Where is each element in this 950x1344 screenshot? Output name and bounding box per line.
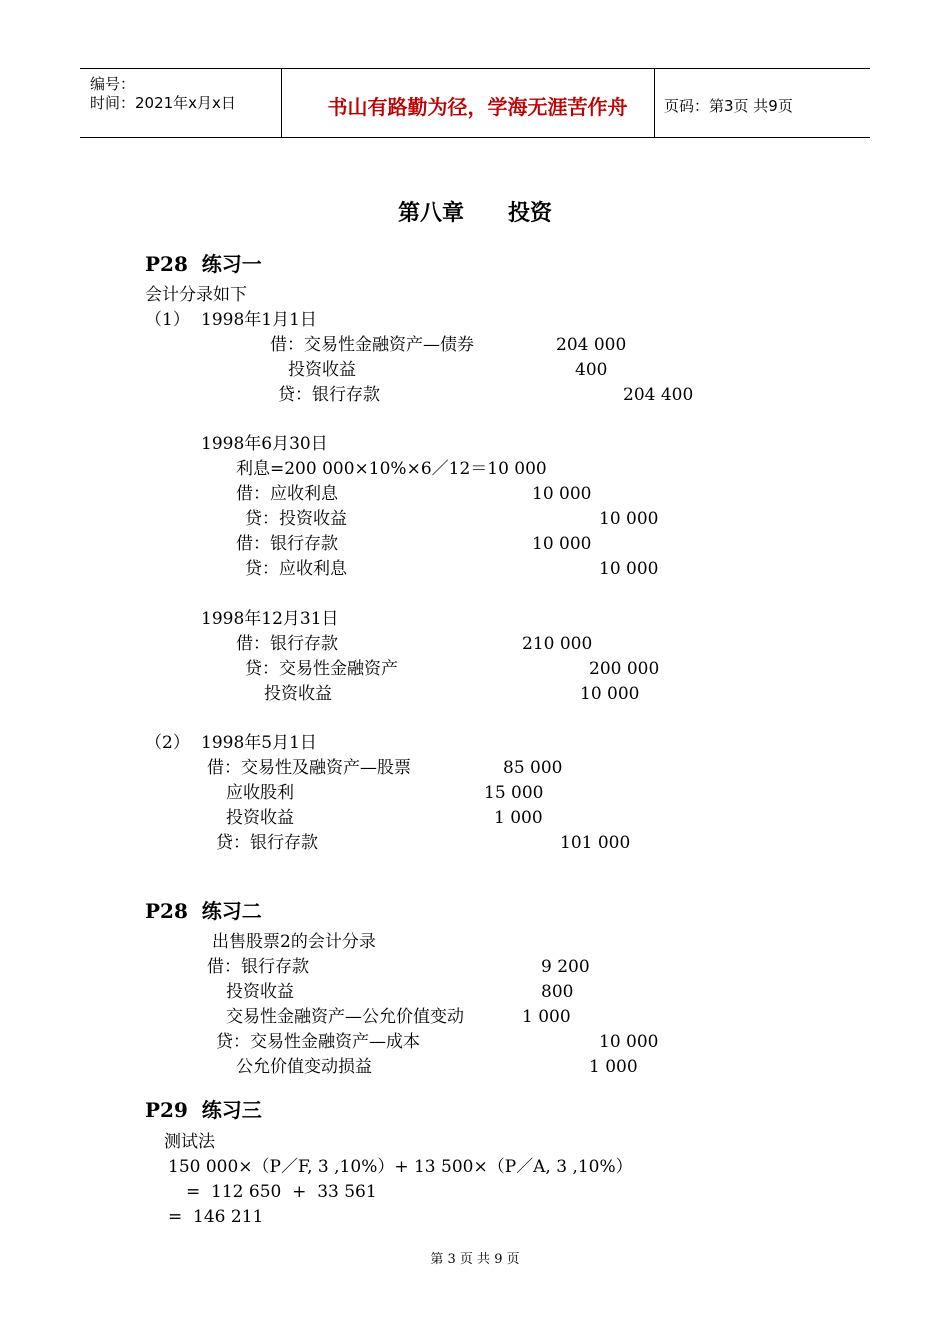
header-motto: 书山有路勤为径，学海无涯苦作舟 — [327, 95, 628, 119]
header-time-label: 时间：2021年x月x日 — [90, 94, 236, 112]
text-line: 1998年1月1日 — [201, 310, 317, 330]
section-heading: P28 练习一 — [145, 252, 262, 276]
formula-line: 150 000×（P／F, 3 ,10%）+ 13 500×（P／A, 3 ,10%） — [168, 1157, 633, 1177]
section-heading: P28 练习二 — [145, 899, 262, 923]
text-line: 借：银行存款 — [236, 534, 338, 554]
text-line: 借：银行存款 — [207, 957, 309, 977]
text-line: 利息=200 000×10%×6／12＝10 000 — [236, 459, 547, 479]
text-line: 公允价值变动损益 — [236, 1057, 372, 1077]
text-line: 应收股利 — [226, 783, 294, 803]
text-line: 1998年5月1日 — [201, 733, 317, 753]
section-heading: P29 练习三 — [145, 1098, 262, 1122]
text-line: 借：应收利息 — [236, 484, 338, 504]
text-line: 会计分录如下 — [145, 285, 247, 305]
amount: 15 000 — [484, 783, 544, 803]
formula-line: = 146 211 — [168, 1207, 264, 1227]
page-number: 第 3 页 共 9 页 — [430, 1252, 520, 1267]
chapter-title: 第八章 投资 — [397, 200, 552, 226]
text-line: 借：交易性金融资产—债券 — [270, 335, 474, 355]
text-line: 贷：交易性金融资产—成本 — [216, 1032, 420, 1052]
text-line: 投资收益 — [288, 360, 356, 380]
page-header — [80, 68, 870, 138]
text-line: 投资收益 — [264, 684, 332, 704]
text-line: 贷：银行存款 — [216, 833, 318, 853]
amount: 10 000 — [532, 534, 592, 554]
amount: 204 000 — [556, 335, 627, 355]
amount: 1 000 — [589, 1057, 638, 1077]
text-line: 交易性金融资产—公允价值变动 — [226, 1007, 464, 1027]
text-line: （1） — [145, 310, 190, 330]
amount: 10 000 — [580, 684, 640, 704]
formula-line: = 112 650 + 33 561 — [186, 1182, 377, 1202]
text-line: 贷：交易性金融资产 — [245, 659, 398, 679]
text-line: 贷：银行存款 — [278, 385, 380, 405]
text-line: 借：交易性及融资产—股票 — [207, 758, 411, 778]
amount: 400 — [575, 360, 608, 380]
amount: 1 000 — [494, 808, 543, 828]
text-line: （2） — [145, 733, 190, 753]
amount: 9 200 — [541, 957, 590, 977]
text-line: 投资收益 — [226, 808, 294, 828]
amount: 10 000 — [532, 484, 592, 504]
amount: 1 000 — [522, 1007, 571, 1027]
text-line: 贷：应收利息 — [245, 559, 347, 579]
amount: 10 000 — [599, 559, 659, 579]
text-line: 投资收益 — [226, 982, 294, 1002]
amount: 800 — [541, 982, 574, 1002]
header-number-label: 编号： — [90, 75, 136, 93]
text-line: 1998年6月30日 — [201, 434, 328, 454]
amount: 10 000 — [599, 509, 659, 529]
text-line: 测试法 — [164, 1132, 215, 1152]
amount: 210 000 — [522, 634, 593, 654]
amount: 200 000 — [589, 659, 660, 679]
text-line: 出售股票2的会计分录 — [212, 932, 376, 952]
header-page-label: 页码：第3页 共9页 — [664, 97, 793, 115]
text-line: 贷：投资收益 — [245, 509, 347, 529]
header-divider — [281, 69, 282, 137]
amount: 85 000 — [503, 758, 563, 778]
amount: 10 000 — [599, 1032, 659, 1052]
text-line: 1998年12月31日 — [201, 609, 339, 629]
amount: 204 400 — [623, 385, 694, 405]
text-line: 借：银行存款 — [236, 634, 338, 654]
amount: 101 000 — [560, 833, 631, 853]
